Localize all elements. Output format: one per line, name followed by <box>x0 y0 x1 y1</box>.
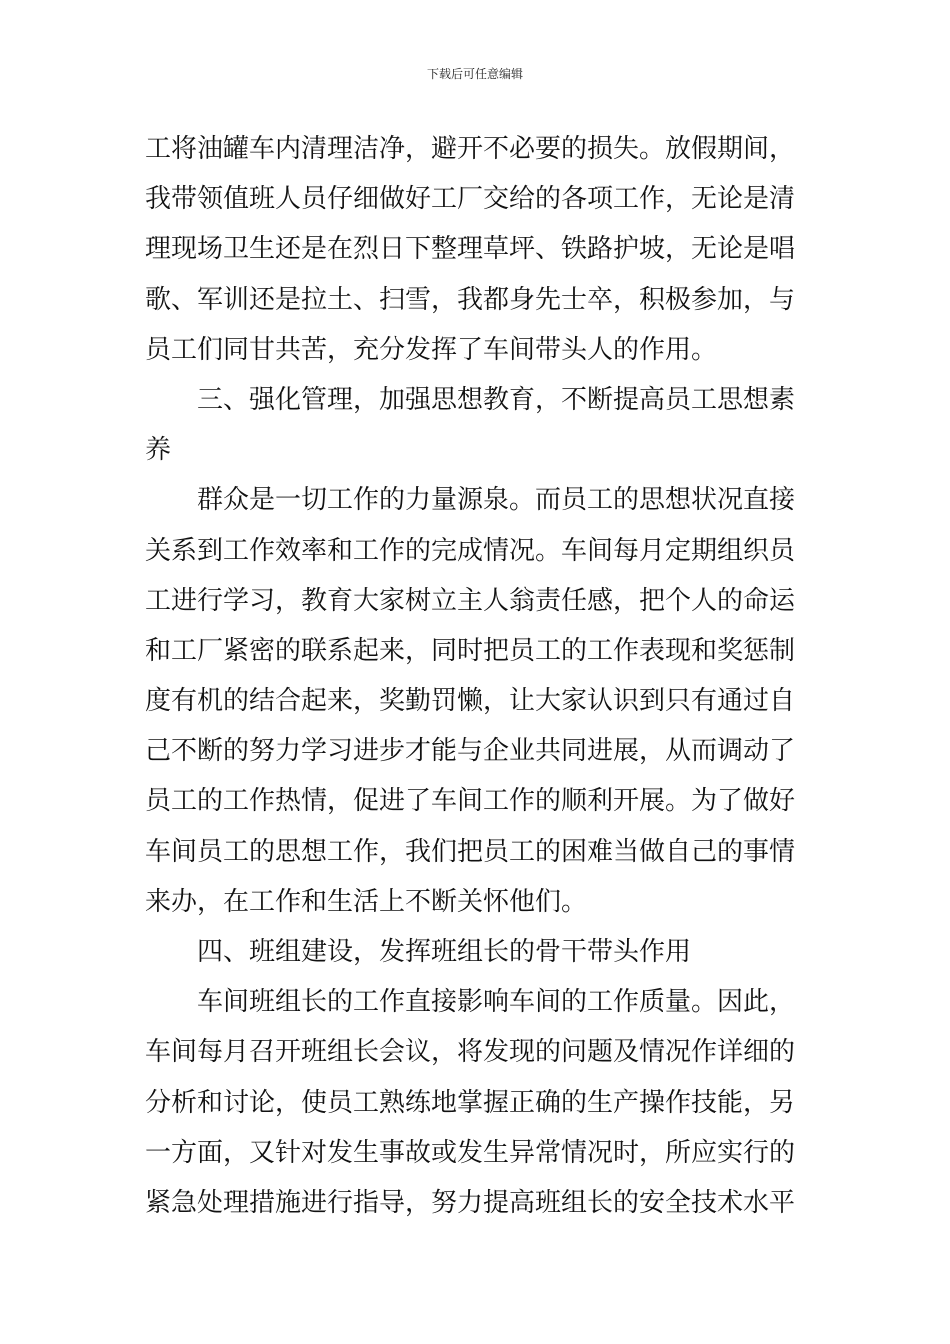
text-line: 工进行学习，教育大家树立主人翁责任感，把个人的命运 <box>145 585 796 616</box>
text-line: 关系到工作效率和工作的完成情况。车间每月定期组织员 <box>145 535 796 566</box>
paragraph-start: 车间班组长的工作直接影响车间的工作质量。因此， <box>197 987 796 1018</box>
page-header: 下载后可任意编辑 <box>426 67 523 81</box>
text-line: 工将油罐车内清理洁净，避开不必要的损失。放假期间， <box>145 134 796 164</box>
text-line: 己不断的努力学习进步才能与企业共同进展，从而调动了 <box>145 736 796 767</box>
text-line: 一方面，又针对发生事故或发生异常情况时，所应实行的 <box>145 1137 796 1168</box>
text-line: 员工们同甘共苦，充分发挥了车间带头人的作用。 <box>145 334 718 365</box>
document-body <box>145 124 810 1228</box>
text-line: 紧急处理措施进行指导，努力提高班组长的安全技术水平 <box>145 1187 796 1218</box>
text-line: 理现场卫生还是在烈日下整理草坪、铁路护坡，无论是唱 <box>145 234 796 265</box>
text-line: 和工厂紧密的联系起来，同时把员工的工作表现和奖惩制 <box>145 635 796 666</box>
section-heading-3: 三、强化管理，加强思想教育，不断提高员工思想素 <box>197 384 796 415</box>
text-line: 我带领值班人员仔细做好工厂交给的各项工作，无论是清 <box>145 184 796 215</box>
text-line: 来办，在工作和生活上不断关怀他们。 <box>145 886 588 917</box>
text-line: 歌、军训还是拉土、扫雪，我都身先士卒，积极参加，与 <box>145 284 796 315</box>
text-line: 分析和讨论，使员工熟练地掌握正确的生产操作技能，另 <box>145 1087 796 1118</box>
text-line: 员工的工作热情，促进了车间工作的顺利开展。为了做好 <box>145 786 796 817</box>
text-line: 车间员工的思想工作，我们把员工的困难当做自己的事情 <box>145 836 796 867</box>
section-heading-4: 四、班组建设，发挥班组长的骨干带头作用 <box>197 937 692 967</box>
paragraph-start: 群众是一切工作的力量源泉。而员工的思想状况直接 <box>197 485 796 516</box>
text-line: 度有机的结合起来，奖勤罚懒，让大家认识到只有通过自 <box>145 686 796 717</box>
text-line: 车间每月召开班组长会议，将发现的问题及情况作详细的 <box>145 1037 796 1068</box>
section-heading-3-cont: 养 <box>145 435 172 466</box>
